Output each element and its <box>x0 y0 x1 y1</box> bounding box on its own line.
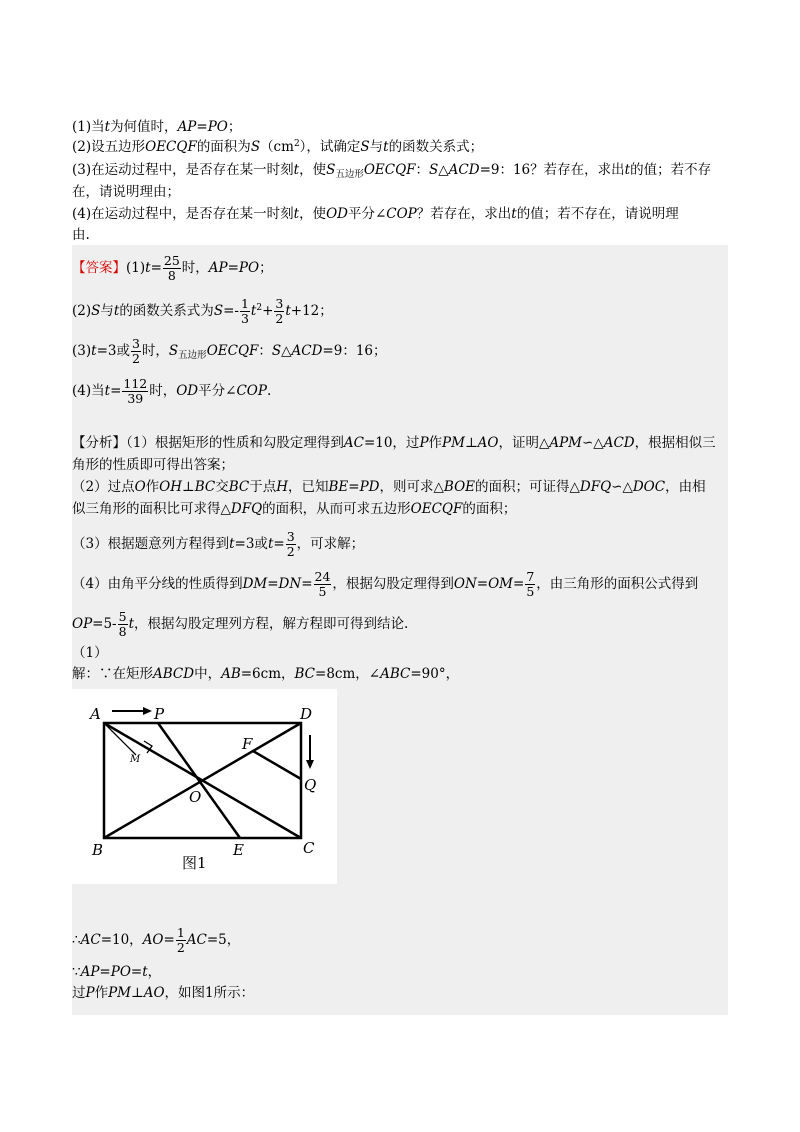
analysis-2: （2）过点O作OH⊥BC交BC于点H，已知BE=PD，则可求△BOE的面积；可证得△DFQ∽△DOC，由相 <box>72 479 706 495</box>
label-q: Q <box>304 776 317 794</box>
figure-1 <box>72 689 337 884</box>
analysis-1: 【分析】（1）根据矩形的性质和勾股定理得到AC=10，过P作PM⊥AO，证明△APM∽△ACD，根据相似三 <box>72 435 716 451</box>
fraction: $\frac{5}{8}$ <box>118 609 127 639</box>
fraction: $\frac{3}{2}$ <box>275 296 284 326</box>
label-o: O <box>189 788 202 806</box>
question-2: (2)设五边形OECQF的面积为$S(cm^2)$，试确定S与t的函数关系式； <box>72 139 484 155</box>
figure-caption: 图1 <box>182 854 207 872</box>
label-f: F <box>242 735 253 753</box>
fraction: $\frac{3}{2}$ <box>286 529 295 559</box>
analysis-1-cont: 角形的性质即可得出答案； <box>72 457 234 473</box>
solution-line-3: ∵AP=PO=t， <box>72 964 162 980</box>
fraction: $\frac{1}{3}$ <box>240 296 249 326</box>
segment-fq <box>253 751 301 779</box>
answer-label: 【答案】 <box>72 260 126 276</box>
fraction: $\frac{3}{2}$ <box>131 336 140 366</box>
label-e: E <box>233 841 244 859</box>
label-b: B <box>92 841 104 859</box>
question-1: (1)当t为何值时，AP=PO； <box>72 119 242 135</box>
label-p: P <box>154 705 165 723</box>
answer-3: (3)t=3或 $\frac{3}{2}$ 时，$S_{五边形}OECQF$：S△ACD=9：16； <box>72 336 387 366</box>
solution-line-4: 过P作PM⊥AO，如图1所示： <box>72 985 255 1001</box>
label-a: A <box>90 705 101 723</box>
question-4-cont: 由. <box>72 227 90 243</box>
label-d: D <box>300 705 313 723</box>
answer-1: 【答案】(1)t= $\frac{25}{8}$ 时，AP=PO； <box>72 253 273 283</box>
analysis-2-cont: 似三角形的面积比可求得△DFQ的面积，从而可求五边形OECQF的面积； <box>72 501 517 517</box>
fraction: $\frac{25}{8}$ <box>163 253 180 283</box>
rectangle-figure <box>72 689 337 884</box>
fraction: $\frac{24}{5}$ <box>314 569 331 599</box>
arrow-ap-head <box>143 707 152 715</box>
solution-line-1: 解：∵在矩形ABCD中，AB=6cm，BC=8cm，∠ABC=90°， <box>72 666 460 682</box>
label-m: M <box>130 754 141 765</box>
analysis-4-cont: OP=5- $\frac{5}{8}$ t，根据勾股定理列方程，解方程即可得到结论. <box>72 609 409 639</box>
analysis-4: （4）由角平分线的性质得到DM=DN= $\frac{24}{5}$ ，根据勾股定理得到ON=OM= $\frac{7}{5}$ ，由三角形的面积公式得到 <box>72 569 699 599</box>
fraction: $\frac{112}{39}$ <box>123 376 148 406</box>
fraction: $\frac{7}{5}$ <box>526 569 535 599</box>
analysis-3: （3）根据题意列方程得到t=3或t= $\frac{3}{2}$ ，可求解； <box>72 529 365 559</box>
question-3-cont: 在，请说明理由； <box>72 184 180 200</box>
answer-4: (4)当t= $\frac{112}{39}$ 时，OD平分∠COP. <box>72 376 272 406</box>
label-c: C <box>303 839 315 857</box>
question-4: (4)在运动过程中，是否存在某一时刻t，使OD平分∠COP？若存在，求出t的值；若不存在，请说明理 <box>72 206 679 222</box>
solution-part-1: （1） <box>72 645 108 661</box>
answer-2: (2)S与t的函数关系式为S=- $\frac{1}{3}$ $t^2+$ $\frac{3}{2}$ t+12； <box>72 296 333 326</box>
solution-line-2: ∴AC=10，AO= $\frac{1}{2}$ AC=5， <box>72 925 241 955</box>
segment-pe <box>158 723 240 838</box>
fraction: $\frac{1}{2}$ <box>176 925 185 955</box>
arrow-dq-head <box>306 760 314 769</box>
question-3: (3)在运动过程中，是否存在某一时刻t，使$S_{五边形}OECQF$：S△ACD=9：16？若存在，求出t的值；若不存 <box>72 162 712 180</box>
